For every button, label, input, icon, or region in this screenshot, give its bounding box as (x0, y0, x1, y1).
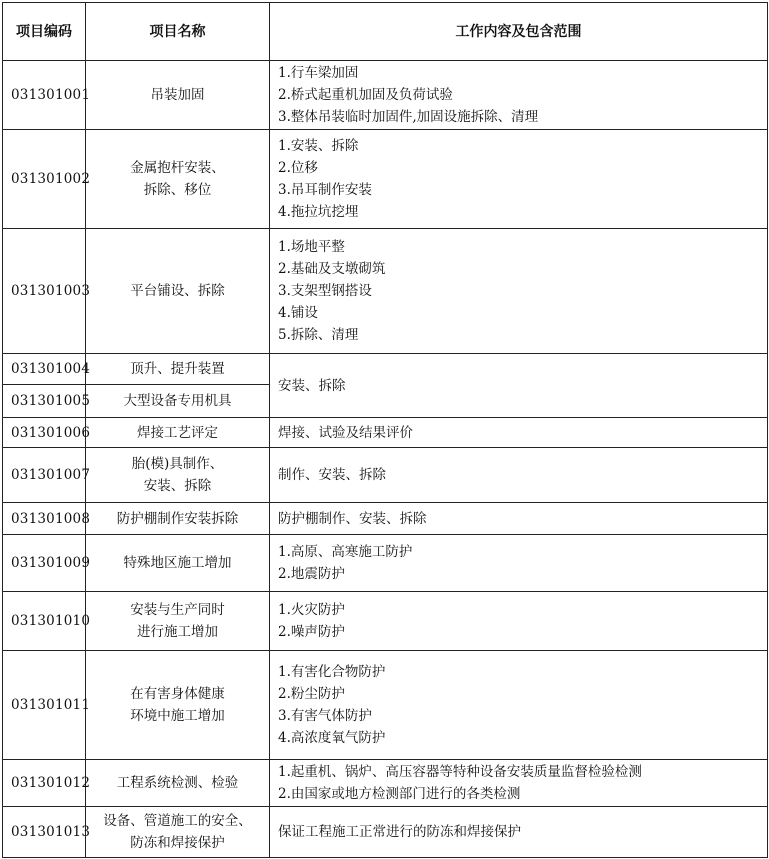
table-row (3, 651, 768, 760)
header-code: 项目编码 (3, 3, 86, 61)
item-work: 安装、拆除 (270, 354, 768, 418)
work-scope-table (2, 2, 768, 858)
item-work: 防护棚制作、安装、拆除 (270, 503, 768, 535)
table-row (3, 535, 768, 592)
table-row (3, 229, 768, 354)
item-name: 大型设备专用机具 (86, 385, 270, 418)
item-code: 031301002 (3, 130, 86, 229)
item-code: 031301007 (3, 448, 86, 503)
item-code: 031301003 (3, 229, 86, 354)
item-code: 031301009 (3, 535, 86, 592)
table-row (3, 448, 768, 503)
header-name: 项目名称 (86, 3, 270, 61)
item-work: 焊接、试验及结果评价 (270, 418, 768, 448)
item-code: 031301001 (3, 61, 86, 130)
table-row (3, 354, 768, 385)
table-row (3, 418, 768, 448)
item-name: 安装与生产同时 进行施工增加 (86, 592, 270, 651)
item-code: 031301008 (3, 503, 86, 535)
item-code: 031301013 (3, 807, 86, 858)
item-code: 031301004 (3, 354, 86, 385)
table-row (3, 130, 768, 229)
item-name: 焊接工艺评定 (86, 418, 270, 448)
item-code: 031301010 (3, 592, 86, 651)
table-row (3, 807, 768, 858)
item-work: 1.安装、拆除 2.位移 3.吊耳制作安装 4.拖拉坑挖埋 (270, 130, 768, 229)
item-code: 031301005 (3, 385, 86, 418)
item-name: 特殊地区施工增加 (86, 535, 270, 592)
item-code: 031301012 (3, 760, 86, 807)
item-name: 顶升、提升装置 (86, 354, 270, 385)
item-name: 吊装加固 (86, 61, 270, 130)
item-name: 胎(模)具制作、 安装、拆除 (86, 448, 270, 503)
item-work: 保证工程施工正常进行的防冻和焊接保护 (270, 807, 768, 858)
item-work: 1.火灾防护 2.噪声防护 (270, 592, 768, 651)
header-work: 工作内容及包含范围 (270, 3, 768, 61)
item-name: 工程系统检测、检验 (86, 760, 270, 807)
item-work: 1.行车梁加固 2.桥式起重机加固及负荷试验 3.整体吊装临时加固件,加固设施拆除、清理 (270, 61, 768, 130)
item-work: 1.起重机、锅炉、高压容器等特种设备安装质量监督检验检测 2.由国家或地方检测部门进行的各类检测 (270, 760, 768, 807)
header-row (3, 3, 768, 61)
item-name: 平台铺设、拆除 (86, 229, 270, 354)
item-name: 设备、管道施工的安全、 防冻和焊接保护 (86, 807, 270, 858)
table-row (3, 592, 768, 651)
item-name: 防护棚制作安装拆除 (86, 503, 270, 535)
table-row (3, 503, 768, 535)
item-work: 1.场地平整 2.基础及支墩砌筑 3.支架型钢搭设 4.铺设 5.拆除、清理 (270, 229, 768, 354)
item-name: 金属抱杆安装、 拆除、移位 (86, 130, 270, 229)
item-code: 031301011 (3, 651, 86, 760)
item-work: 1.高原、高寒施工防护 2.地震防护 (270, 535, 768, 592)
item-work: 制作、安装、拆除 (270, 448, 768, 503)
item-code: 031301006 (3, 418, 86, 448)
item-work: 1.有害化合物防护 2.粉尘防护 3.有害气体防护 4.高浓度氧气防护 (270, 651, 768, 760)
item-name: 在有害身体健康 环境中施工增加 (86, 651, 270, 760)
table-row (3, 61, 768, 130)
table-row (3, 760, 768, 807)
